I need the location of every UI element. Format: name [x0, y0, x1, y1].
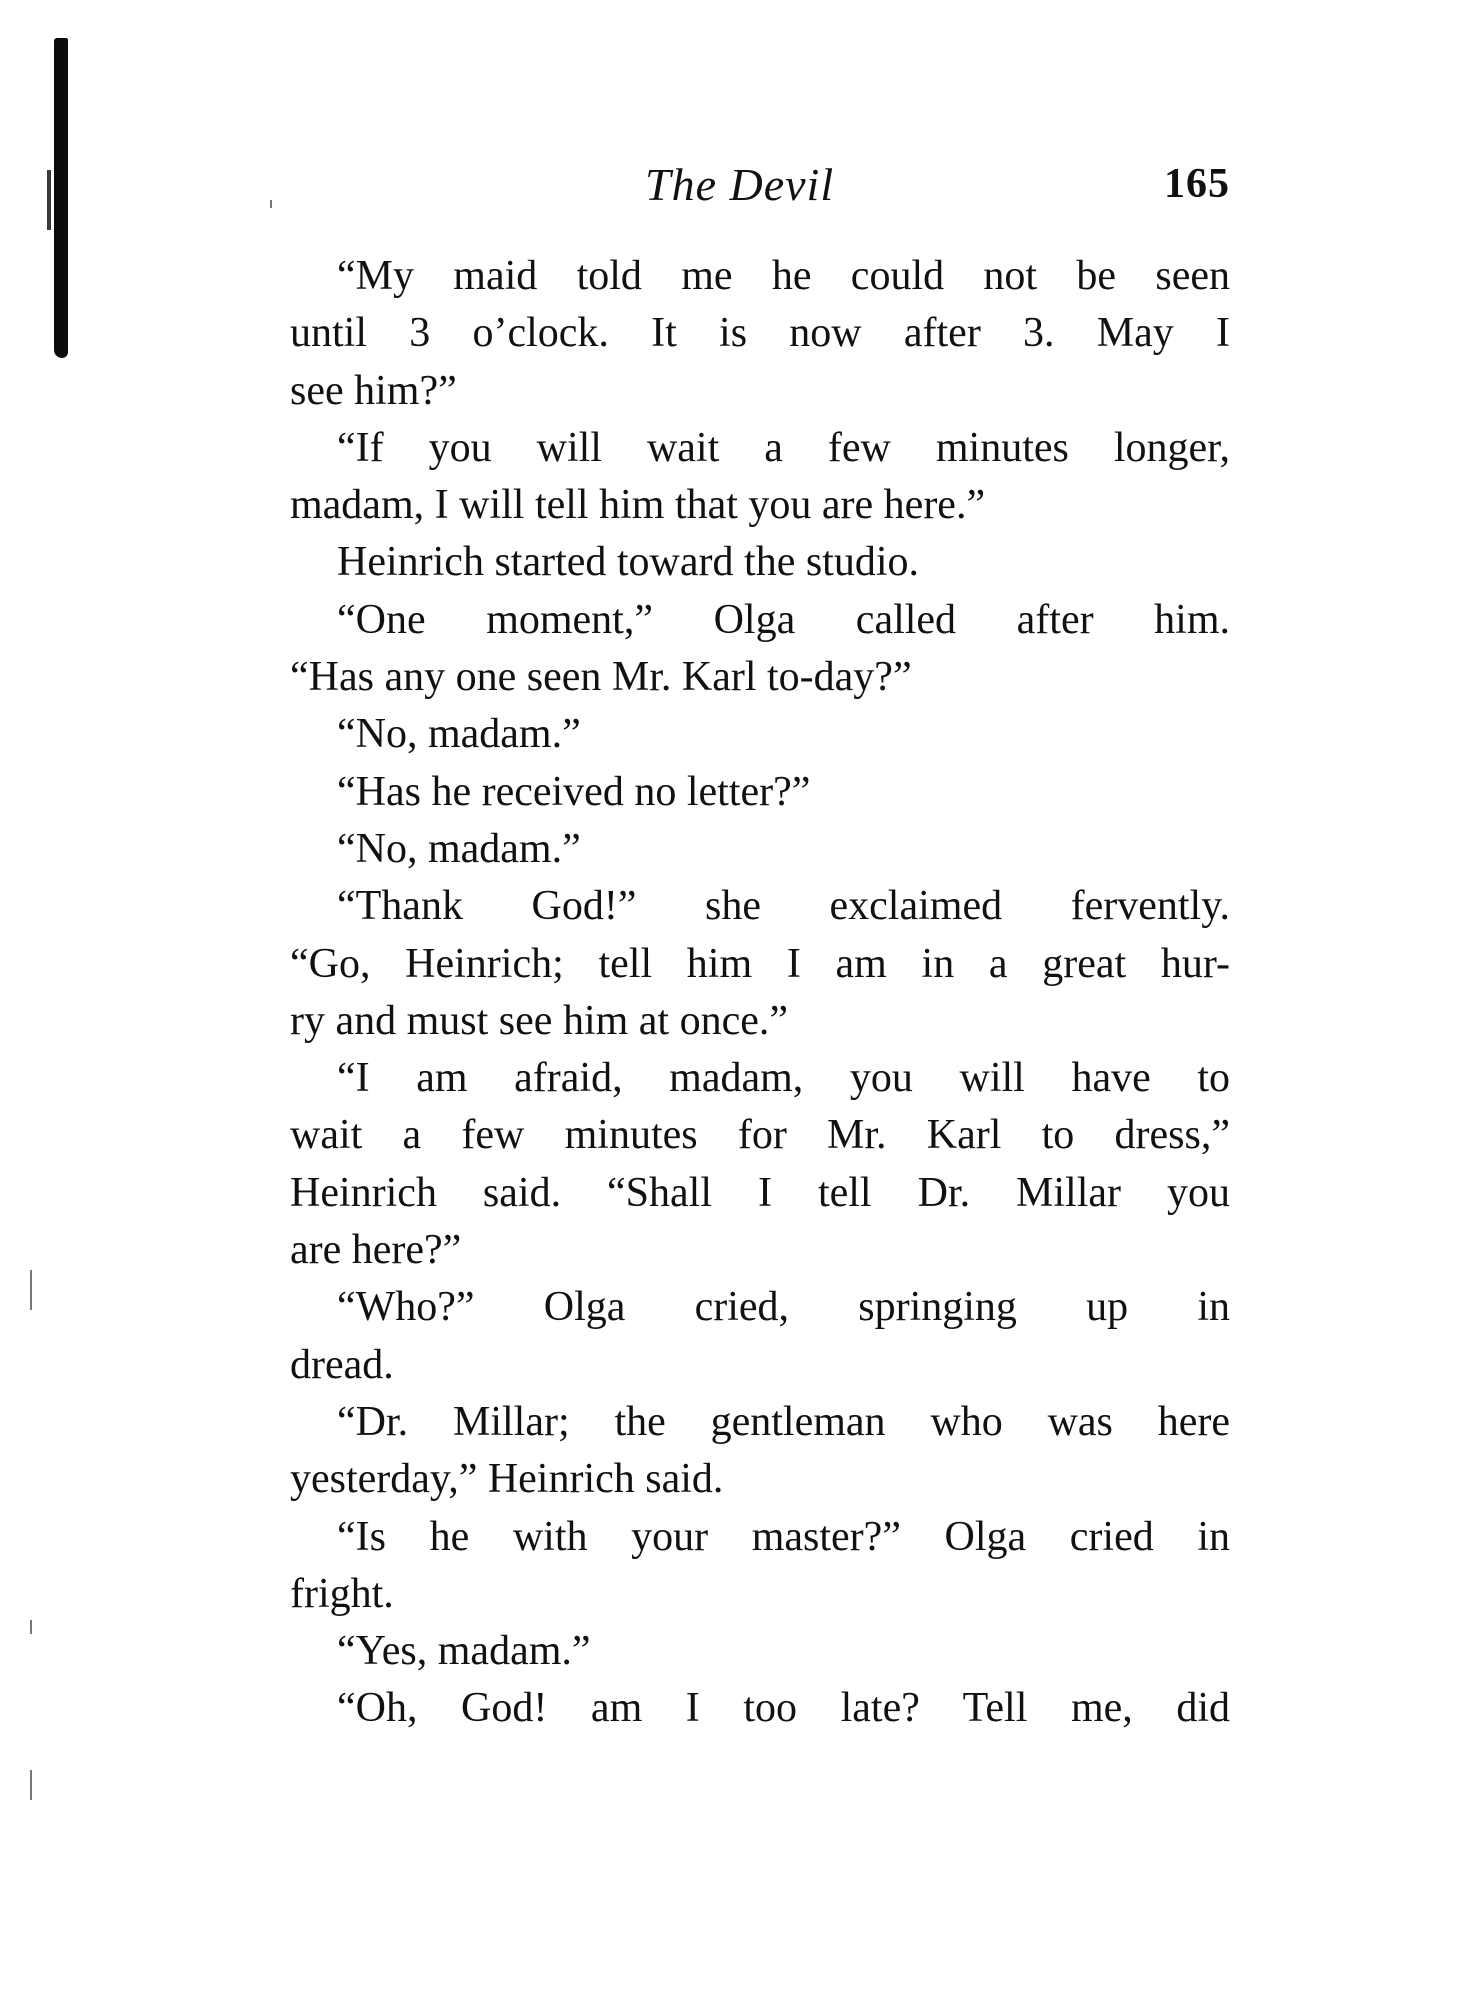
- scan-speck: [30, 1770, 32, 1800]
- scan-speck: [270, 200, 272, 208]
- text-line: “My maid told me he could not be seen: [337, 253, 1230, 299]
- text-line: “Oh, God! am I too late? Tell me, did: [337, 1685, 1230, 1732]
- text-line: Heinrich said. “Shall I tell Dr. Millar you: [290, 1169, 1230, 1216]
- text-line: “One moment,” Olga called after him.: [337, 596, 1230, 643]
- text-line: “I am afraid, madam, you will have to: [337, 1055, 1230, 1102]
- text-line: “No, madam.”: [337, 711, 581, 758]
- text-line: “If you will wait a few minutes longer,: [337, 424, 1230, 471]
- text-line: ry and must see him at once.”: [290, 997, 789, 1044]
- scan-speck: [30, 1270, 32, 1310]
- text-line: yesterday,” Heinrich said.: [290, 1456, 724, 1503]
- text-line: “Dr. Millar; the gentleman who was here: [337, 1398, 1230, 1445]
- text-line: “Has any one seen Mr. Karl to-day?”: [290, 654, 912, 701]
- scan-speck: [30, 1620, 32, 1634]
- body-text: [290, 248, 1230, 1738]
- text-line: “Go, Heinrich; tell him I am in a great hur-: [290, 940, 1230, 987]
- binding-edge-shadow: [54, 38, 68, 358]
- text-line: “Is he with your master?” Olga cried in: [337, 1513, 1230, 1560]
- text-line: dread.: [290, 1341, 394, 1388]
- page-number: 165: [1164, 161, 1230, 207]
- text-line: wait a few minutes for Mr. Karl to dress,”: [290, 1112, 1230, 1159]
- text-line: madam, I will tell him that you are here.”: [290, 482, 986, 529]
- text-line: Heinrich started toward the studio.: [337, 539, 920, 586]
- text-line: fright.: [290, 1570, 394, 1617]
- text-line: “Who?” Olga cried, springing up in: [337, 1284, 1230, 1331]
- binding-edge-shadow-thin: [47, 170, 51, 230]
- text-line: until 3 o’clock. It is now after 3. May I: [290, 310, 1230, 357]
- text-line: see him?”: [290, 367, 457, 414]
- text-line: “Has he received no letter?”: [337, 768, 811, 815]
- text-line: “Thank God!” she exclaimed fervently.: [337, 883, 1230, 930]
- running-title: The Devil: [645, 159, 835, 210]
- text-line: are here?”: [290, 1227, 462, 1274]
- text-line: “Yes, madam.”: [337, 1628, 591, 1675]
- text-line: “No, madam.”: [337, 825, 581, 872]
- page-header: [290, 158, 1230, 218]
